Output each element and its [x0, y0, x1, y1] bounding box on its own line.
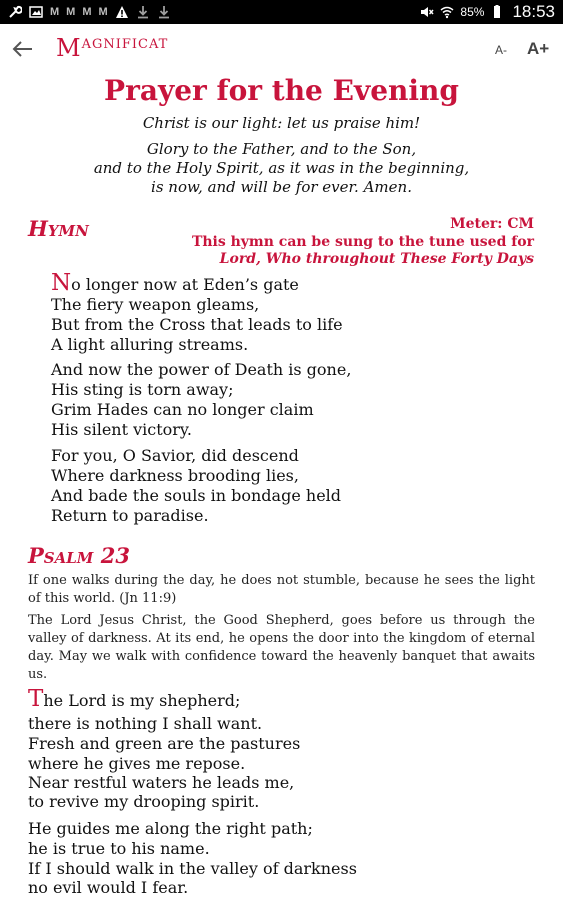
psalm-line: Fresh and green are the pastures: [28, 734, 301, 753]
warning-icon: [115, 5, 129, 19]
hymn-dropcap: N: [51, 270, 72, 296]
psalm-dropcap: T: [28, 686, 44, 712]
clock: 18:53: [512, 2, 555, 21]
battery-icon: [490, 5, 504, 19]
hymn-line: His sting is torn away;: [51, 380, 234, 399]
hymn-line: For you, O Savior, did descend: [51, 446, 299, 465]
m-icon: M: [98, 6, 108, 18]
psalm-reflection: The Lord Jesus Christ, the Good Shepherd, goes before us through the valley of darkness. At its end, he opens the door into the kingdom of eternal day. May we walk with confidence toward the heavenly banquet that awaits us.: [28, 613, 535, 682]
logo-initial: M: [56, 34, 82, 62]
wrench-icon: [8, 5, 22, 19]
hymn-line: His silent victory.: [51, 420, 192, 439]
mute-icon: [420, 5, 434, 19]
hymn-line: Return to paradise.: [51, 506, 209, 525]
app-bar: [0, 24, 563, 74]
psalm-first-line-text: he Lord is my shepherd;: [43, 691, 241, 710]
hymn-line: But from the Cross that leads to life: [51, 315, 343, 334]
psalm-line: He guides me along the right path;: [28, 819, 313, 838]
increase-font-button[interactable]: A+: [527, 39, 550, 58]
app-logo: [56, 34, 168, 62]
psalm-line: he is true to his name.: [28, 839, 210, 858]
psalm-line: there is nothing I shall want.: [28, 714, 263, 733]
m-icon: M: [50, 6, 60, 18]
psalm-first-line: [28, 686, 240, 712]
m-icon: M: [82, 6, 92, 18]
doxology-line: and to the Holy Spirit, as it was in the beginning,: [93, 159, 470, 177]
download-icon: [157, 5, 171, 19]
psalm-antiphon: If one walks during the day, he does not stumble, because he sees the light of this world. (Jn 11:9): [28, 573, 535, 606]
logo-rest: AGNIFICAT: [81, 37, 169, 52]
hymn-line: Where darkness brooding lies,: [51, 466, 299, 485]
hymn-line: Grim Hades can no longer claim: [51, 400, 314, 419]
hymn-first-line: [51, 270, 299, 296]
prayer-title: Prayer for the Evening: [104, 74, 459, 107]
battery-percent: 85%: [460, 5, 485, 19]
hymn-meter: Meter: CM: [450, 216, 534, 232]
image-icon: [29, 5, 43, 19]
hymn-tune-name: Lord, Who throughout These Forty Days: [219, 251, 534, 267]
wifi-icon: [440, 5, 454, 19]
decrease-font-button[interactable]: A-: [495, 43, 507, 57]
hymn-line: And bade the souls in bondage held: [51, 486, 342, 505]
status-right: [420, 0, 555, 24]
psalm-line: no evil would I fear.: [28, 878, 189, 897]
hymn-heading: Hymn: [28, 216, 89, 241]
psalm-line: to revive my drooping spirit.: [28, 792, 260, 811]
download-icon: [136, 5, 150, 19]
prayer-intro: Christ is our light: let us praise him!: [142, 114, 421, 132]
hymn-first-line-text: o longer now at Eden’s gate: [71, 275, 299, 294]
psalm-heading: Psalm 23: [28, 543, 130, 568]
doxology-line: is now, and will be for ever. Amen.: [151, 178, 412, 196]
hymn-tune-note: This hymn can be sung to the tune used for: [191, 234, 534, 250]
doxology-line: Glory to the Father, and to the Son,: [146, 140, 417, 158]
hymn-line: A light alluring streams.: [51, 335, 249, 354]
psalm-line: If I should walk in the valley of darkness: [28, 859, 357, 878]
m-icon: M: [66, 6, 76, 18]
psalm-line: where he gives me repose.: [28, 754, 246, 773]
hymn-line: And now the power of Death is gone,: [51, 360, 352, 379]
psalm-line: Near restful waters he leads me,: [28, 773, 295, 792]
back-arrow-icon[interactable]: [10, 37, 36, 61]
status-bar: [0, 0, 563, 24]
status-left-icons: [0, 5, 171, 19]
hymn-line: The fiery weapon gleams,: [51, 295, 260, 314]
